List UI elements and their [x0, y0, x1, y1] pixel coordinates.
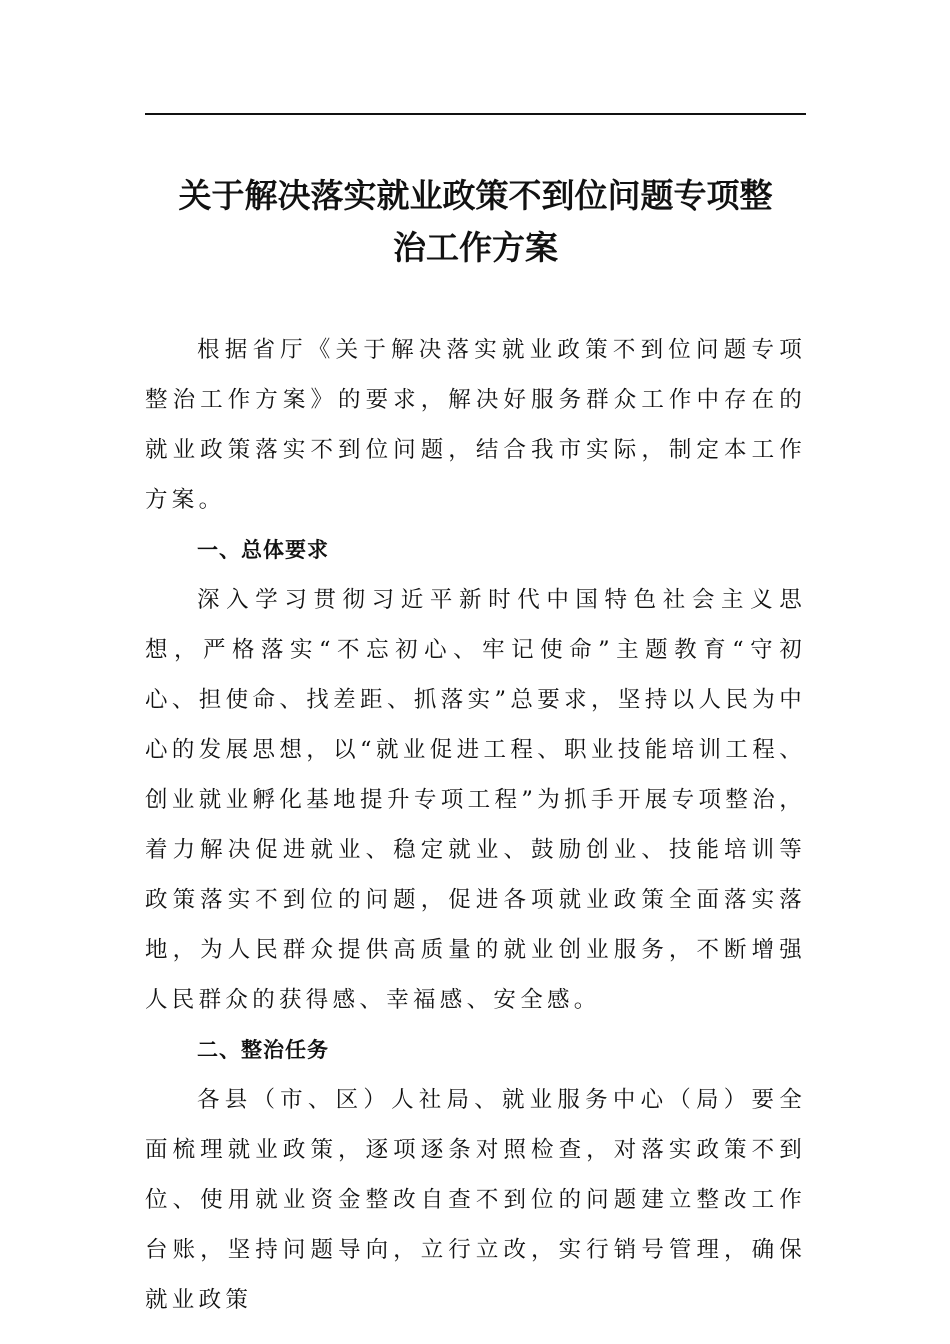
title-line-2: 治工作方案 — [393, 228, 558, 267]
document-title — [145, 170, 806, 274]
section-paragraph-rectification-tasks: 各县（市、区）人社局、就业服务中心（局）要全面梳理就业政策，逐项逐条对照检查，对落实政策不到位、使用就业资金整改自查不到位的问题建立整改工作台账，坚持问题导向，立行立改，实行销号管理，确保就业政策 — [145, 1087, 806, 1313]
section-paragraph-general-requirements: 深入学习贯彻习近平新时代中国特色社会主义思想，严格落实“不忘初心、牢记使命”主题教育“守初心、担使命、找差距、抓落实”总要求，坚持以人民为中心的发展思想，以“就业促进工程、职业技能培训工程、创业就业孵化基地提升专项工程”为抓手开展专项整治，着力解决促进就业、稳定就业、鼓励创业、技能培训等政策落实不到位的问题，促进各项就业政策全面落实落地，为人民群众提供高质量的就业创业服务，不断增强人民群众的获得感、幸福感、安全感。 — [145, 587, 806, 1013]
intro-paragraph: 根据省厅《关于解决落实就业政策不到位问题专项整治工作方案》的要求，解决好服务群众工作中存在的就业政策落实不到位问题，结合我市实际，制定本工作方案。 — [145, 337, 806, 513]
section-heading-rectification-tasks: 二、整治任务 — [197, 1038, 329, 1062]
header-rule — [145, 113, 806, 115]
section-heading-general-requirements: 一、总体要求 — [197, 538, 329, 562]
title-line-1: 关于解决落实就业政策不到位问题专项整 — [178, 176, 773, 215]
document-body — [145, 325, 806, 1325]
